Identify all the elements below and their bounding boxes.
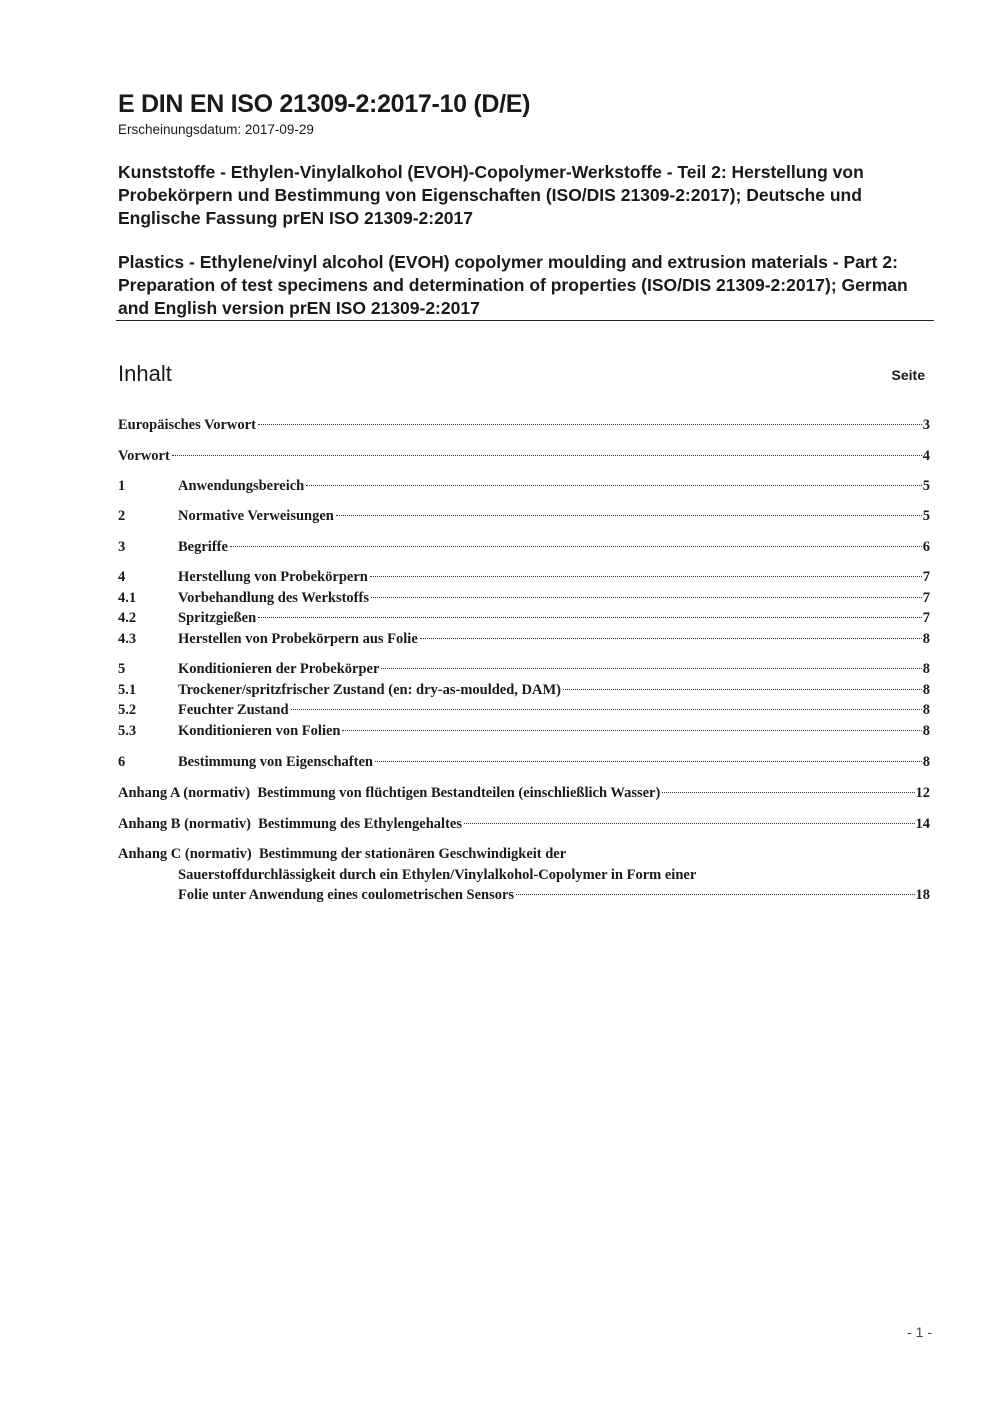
toc-entry-determination-properties[interactable] [118,754,930,774]
toc-leader [371,597,922,598]
toc-entry-number: 4.1 [118,590,137,606]
toc-entry-humid-state[interactable] [118,702,930,722]
toc-entry-page: 6 [922,539,930,555]
toc-entry-page: 18 [915,887,930,903]
toc-entry-number: 5.3 [118,723,137,739]
toc-entry-page: 3 [922,417,930,433]
toc-leader [563,689,922,690]
toc-entry-page: 4 [922,448,930,464]
toc-entry-conditioning[interactable] [118,661,930,681]
toc-entry-number: 2 [118,508,126,524]
toc-heading: Inhalt [118,361,172,386]
toc-entry-page: 8 [922,723,930,739]
toc-entry-foreword[interactable] [118,448,930,468]
toc-entry-page: 14 [915,816,930,832]
toc-entry-number: 4.2 [118,610,137,626]
toc-entry-text: Vorwort [118,448,170,464]
toc-entry-page: 5 [922,508,930,524]
toc-leader [381,668,921,669]
toc-entry-page: 12 [915,785,930,801]
toc-entry-number: 4.3 [118,631,137,647]
title-english: Plastics - Ethylene/vinyl alcohol (EVOH) copolymer moulding and extrusion materials - Part 2: Preparation of test specimens and determination of properties (ISO/DIS 21309-2:2017); German and English version prEN ISO 21309-2:2017 [118,252,908,318]
toc-entry-text: Anhang B (normativ) Bestimmung des Ethylengehaltes [118,816,462,832]
toc-entry-text: Anwendungsbereich [178,478,305,494]
toc-entry-material-pretreatment[interactable] [118,590,930,610]
toc-leader [370,576,922,577]
toc-entry-dry-as-moulded[interactable] [118,682,930,702]
toc-entry-injection-moulding[interactable] [118,610,930,630]
toc-entry-page: 8 [922,682,930,698]
toc-entry-film-specimens[interactable] [118,631,930,651]
toc-entry-page: 7 [922,610,930,626]
toc-entry-annex-a[interactable] [118,785,930,805]
toc-leader [306,485,922,486]
toc-leader [342,730,921,731]
toc-entry-number: 5.1 [118,682,137,698]
publication-date: Erscheinungsdatum: 2017-09-29 [118,122,314,137]
toc-leader [375,761,922,762]
toc-entry-number: 6 [118,754,126,770]
toc-leader [172,455,922,456]
toc-entry-text: Konditionieren von Folien [178,723,341,739]
toc-leader [516,894,914,895]
toc-entry-page: 7 [922,569,930,585]
toc-entry-text: Anhang C (normativ) Bestimmung der stationären Geschwindigkeit der [118,846,567,862]
toc-entry-text: Trockener/spritzfrischer Zustand (en: dry-as-moulded, DAM) [178,682,562,698]
toc-entry-number: 5.2 [118,702,137,718]
toc-entry-terms[interactable] [118,539,930,559]
toc-entry-page: 8 [922,702,930,718]
toc-entry-annex-c-line3 [178,887,930,907]
toc-leader [230,546,922,547]
toc-leader [258,424,922,425]
toc-entry-annex-b[interactable] [118,816,930,836]
toc-entry-number: 5 [118,661,126,677]
toc-entry-text: Sauerstoffdurchlässigkeit durch ein Ethylen/Vinylalkohol-Copolymer in Form einer [178,867,697,883]
toc-entry-page: 8 [922,661,930,677]
toc-entry-number: 3 [118,539,126,555]
toc-leader [291,709,922,710]
toc-entry-text: Vorbehandlung des Werkstoffs [178,590,369,606]
toc-entry-text: Herstellen von Probekörpern aus Folie [178,631,418,647]
toc-entry-text: Normative Verweisungen [178,508,334,524]
toc-entry-text: Feuchter Zustand [178,702,289,718]
page-number: - 1 - [907,1324,932,1340]
toc-entry-scope[interactable] [118,478,930,498]
toc-entry-specimen-preparation[interactable] [118,569,930,589]
toc-entry-text: Europäisches Vorwort [118,417,256,433]
toc-entry-page: 5 [922,478,930,494]
toc-leader [662,792,914,793]
table-of-contents [118,0,930,1403]
toc-entry-text: Bestimmung von Eigenschaften [178,754,373,770]
toc-entry-page: 7 [922,590,930,606]
toc-entry-page: 8 [922,754,930,770]
toc-entry-european-foreword[interactable] [118,417,930,437]
toc-entry-annex-c[interactable] [118,846,930,866]
toc-entry-annex-c-line2 [178,867,930,887]
toc-entry-text: Herstellung von Probekörpern [178,569,368,585]
toc-entry-film-conditioning[interactable] [118,723,930,743]
toc-entry-number: 1 [118,478,126,494]
toc-entry-text: Begriffe [178,539,228,555]
toc-entry-normative-references[interactable] [118,508,930,528]
document-id: E DIN EN ISO 21309-2:2017-10 (D/E) [118,90,531,118]
toc-leader [336,515,922,516]
toc-leader [420,638,922,639]
toc-leader [258,617,922,618]
toc-entry-text: Folie unter Anwendung eines coulometrischen Sensors [178,887,515,903]
toc-entry-page: 8 [922,631,930,647]
toc-entry-number: 4 [118,569,126,585]
toc-leader [464,823,915,824]
toc-entry-text: Konditionieren der Probekörper [178,661,380,677]
toc-entry-text: Anhang A (normativ) Bestimmung von flüchtigen Bestandteilen (einschließlich Wasser) [118,785,661,801]
toc-entry-text: Spritzgießen [178,610,257,626]
title-german: Kunststoffe - Ethylen-Vinylalkohol (EVOH)-Copolymer-Werkstoffe - Teil 2: Herstellung von Probekörpern und Bestimmung von Eigenschaften (ISO/DIS 21309-2:2017); Deutsche und Englische Fassung prEN ISO 21309-2:2017 [118,162,864,228]
toc-page-heading: Seite [891,367,925,383]
